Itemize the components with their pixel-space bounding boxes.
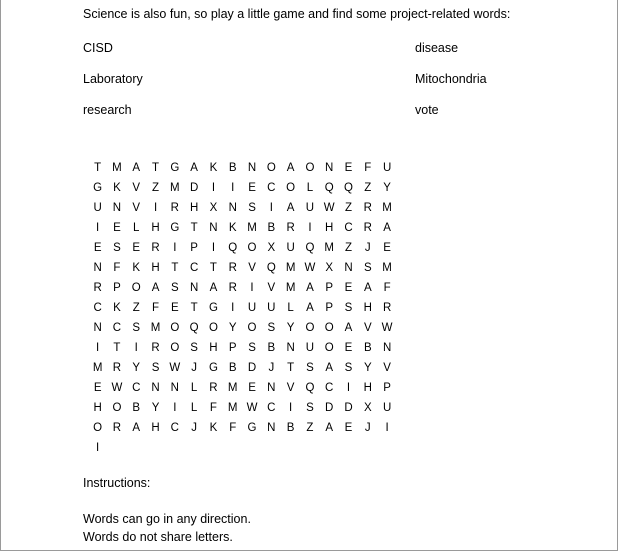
puzzle-cell: L	[190, 382, 198, 394]
puzzle-cell: D	[189, 182, 199, 194]
puzzle-cell: G	[170, 162, 180, 174]
puzzle-cell: R	[228, 262, 237, 274]
puzzle-cell: E	[93, 382, 102, 394]
puzzle-cell: O	[208, 322, 218, 334]
puzzle-cell: Z	[364, 182, 372, 194]
intro-paragraph: Science is also fun, so play a little game and find some project-related words:	[83, 7, 511, 21]
puzzle-cell: T	[152, 162, 160, 174]
puzzle-cell: S	[363, 262, 372, 274]
puzzle-cell: O	[247, 242, 257, 254]
puzzle-cell: I	[289, 402, 293, 414]
puzzle-cell: A	[190, 162, 198, 174]
puzzle-cell: N	[93, 262, 102, 274]
puzzle-cell: T	[287, 362, 295, 374]
puzzle-cell: A	[306, 302, 314, 314]
puzzle-cell: A	[286, 162, 295, 174]
word-vote: vote	[415, 103, 439, 117]
puzzle-cell: N	[247, 162, 257, 174]
puzzle-cell: I	[385, 422, 389, 434]
puzzle-cell: N	[151, 382, 160, 394]
puzzle-cell: E	[344, 282, 353, 294]
puzzle-cell: Y	[228, 322, 237, 334]
instructions-title: Instructions:	[83, 476, 151, 490]
puzzle-cell: O	[286, 182, 296, 194]
puzzle-cell: E	[248, 382, 256, 394]
puzzle-cell: F	[152, 302, 160, 314]
puzzle-cell: H	[151, 422, 160, 434]
puzzle-cell: C	[112, 322, 122, 334]
puzzle-cell: U	[247, 302, 257, 314]
puzzle-cell: N	[344, 262, 353, 274]
puzzle-cell: E	[383, 242, 391, 254]
puzzle-cell: V	[248, 262, 256, 274]
puzzle-cell: S	[248, 202, 256, 214]
puzzle-cell: P	[190, 242, 198, 254]
puzzle-cell: S	[171, 282, 179, 294]
puzzle-cell: L	[306, 182, 314, 194]
puzzle-cell: X	[267, 242, 276, 254]
instructions-line-1: Words can go in any direction.	[83, 512, 251, 526]
puzzle-cell: N	[228, 202, 237, 214]
puzzle-cell: K	[228, 222, 237, 234]
puzzle-cell: I	[231, 182, 235, 194]
puzzle-cell: H	[151, 222, 160, 234]
instructions-line-2: Words do not share letters.	[83, 530, 233, 545]
puzzle-cell: E	[344, 342, 353, 354]
word-list-row	[83, 41, 553, 56]
puzzle-cell: C	[132, 382, 141, 394]
puzzle-cell: R	[151, 242, 160, 254]
puzzle-cell: M	[382, 262, 392, 274]
puzzle-cell: G	[93, 182, 103, 194]
puzzle-cell: I	[269, 202, 273, 214]
puzzle-cell: K	[209, 162, 218, 174]
puzzle-cell: R	[151, 342, 160, 354]
puzzle-cell: P	[383, 382, 391, 394]
puzzle-cell: S	[151, 362, 160, 374]
puzzle-cell: C	[267, 402, 276, 414]
puzzle-cell: U	[305, 342, 315, 354]
puzzle-cell: W	[169, 362, 181, 374]
puzzle-cell: J	[364, 242, 371, 254]
puzzle-cell: P	[113, 282, 121, 294]
puzzle-cell: O	[170, 322, 180, 334]
puzzle-cell: E	[93, 242, 102, 254]
puzzle-cell: N	[93, 322, 102, 334]
puzzle-cell: E	[171, 302, 179, 314]
puzzle-cell: F	[364, 162, 372, 174]
puzzle-letter-grid	[88, 158, 393, 458]
puzzle-cell: W	[381, 322, 393, 334]
puzzle-cell: U	[305, 202, 315, 214]
puzzle-cell: R	[209, 382, 218, 394]
puzzle-cell: M	[227, 402, 238, 414]
puzzle-cell: U	[267, 302, 276, 314]
puzzle-cell: C	[189, 262, 199, 274]
puzzle-cell: I	[211, 242, 216, 254]
puzzle-cell: D	[325, 402, 334, 414]
puzzle-cell: I	[211, 182, 216, 194]
puzzle-cell: F	[113, 262, 121, 274]
puzzle-cell: P	[228, 342, 237, 354]
word-list-row	[83, 103, 553, 118]
puzzle-cell: V	[132, 182, 141, 194]
puzzle-cell: F	[383, 282, 391, 294]
word-cisd: CISD	[83, 41, 113, 55]
puzzle-cell: S	[113, 242, 121, 254]
puzzle-cell: C	[170, 422, 179, 434]
puzzle-cell: W	[111, 382, 123, 394]
puzzle-cell: I	[134, 342, 138, 354]
document-content	[83, 0, 583, 134]
puzzle-cell: X	[209, 202, 218, 214]
puzzle-cell: M	[382, 202, 392, 214]
puzzle-cell: Q	[305, 382, 315, 394]
puzzle-cell: O	[247, 322, 257, 334]
puzzle-cell: U	[93, 202, 102, 214]
word-list	[83, 41, 553, 118]
puzzle-cell: E	[344, 162, 353, 174]
puzzle-cell: E	[344, 422, 353, 434]
puzzle-cell: K	[209, 422, 218, 434]
puzzle-cell: S	[267, 322, 276, 334]
puzzle-cell: Q	[344, 182, 353, 194]
puzzle-cell: S	[306, 362, 314, 374]
puzzle-cell: V	[363, 322, 372, 334]
puzzle-cell: D	[344, 402, 353, 414]
puzzle-cell: M	[247, 222, 257, 234]
puzzle-cell: I	[231, 302, 235, 314]
instructions-lines	[83, 510, 563, 546]
puzzle-cell: F	[229, 422, 237, 434]
puzzle-cell: L	[190, 402, 198, 414]
word-research: research	[83, 103, 132, 117]
puzzle-cell: A	[363, 282, 372, 294]
puzzle-cell: T	[94, 162, 102, 174]
puzzle-cell: Y	[286, 322, 295, 334]
puzzle-cell: C	[267, 182, 276, 194]
puzzle-cell: B	[228, 162, 237, 174]
puzzle-cell: N	[209, 222, 218, 234]
puzzle-cell: P	[325, 282, 334, 294]
puzzle-cell: O	[112, 402, 122, 414]
puzzle-cell: M	[285, 262, 296, 274]
puzzle-cell: O	[305, 162, 315, 174]
puzzle-cell: O	[131, 282, 141, 294]
puzzle-cell: O	[93, 422, 103, 434]
puzzle-cell: N	[267, 382, 276, 394]
puzzle-cell: B	[267, 222, 276, 234]
puzzle-cell: J	[191, 362, 197, 374]
puzzle-cell: W	[323, 202, 335, 214]
puzzle-cell: C	[344, 222, 353, 234]
puzzle-cell: Q	[266, 262, 276, 274]
puzzle-cell: Q	[189, 322, 199, 334]
puzzle-cell: I	[153, 202, 158, 214]
puzzle-cell: Z	[306, 422, 314, 434]
puzzle-cell: A	[306, 282, 314, 294]
puzzle-cell: H	[363, 302, 372, 314]
puzzle-cell: T	[190, 222, 198, 234]
puzzle-cell: B	[267, 342, 276, 354]
puzzle-cell: O	[170, 342, 180, 354]
puzzle-cell: G	[208, 302, 218, 314]
puzzle-cell: D	[247, 362, 257, 374]
puzzle-cell: Y	[132, 362, 141, 374]
puzzle-cell: M	[324, 242, 334, 254]
puzzle-cell: N	[112, 202, 122, 214]
puzzle-cell: O	[305, 322, 315, 334]
puzzle-cell: C	[93, 302, 102, 314]
word-search-grid	[88, 158, 393, 458]
puzzle-cell: V	[383, 362, 391, 374]
word-disease: disease	[415, 41, 459, 55]
puzzle-cell: A	[151, 282, 160, 294]
puzzle-cell: S	[132, 322, 141, 334]
puzzle-cell: Z	[132, 302, 140, 314]
puzzle-cell: Q	[305, 242, 315, 254]
puzzle-cell: R	[363, 222, 372, 234]
puzzle-cell: K	[113, 182, 121, 194]
puzzle-cell: F	[209, 402, 217, 414]
puzzle-cell: R	[382, 302, 392, 314]
puzzle-cell: M	[285, 282, 296, 294]
puzzle-cell: R	[112, 362, 122, 374]
puzzle-cell: Z	[152, 182, 160, 194]
puzzle-cell: L	[287, 302, 294, 314]
puzzle-cell: R	[170, 202, 179, 214]
puzzle-cell: T	[190, 302, 198, 314]
puzzle-cell: O	[324, 322, 334, 334]
puzzle-cell: R	[228, 282, 237, 294]
puzzle-cell: A	[209, 282, 218, 294]
puzzle-cell: Q	[228, 242, 238, 254]
puzzle-cell: S	[306, 402, 314, 414]
puzzle-cell: I	[96, 222, 100, 234]
puzzle-cell: T	[209, 262, 217, 274]
puzzle-cell: T	[113, 342, 121, 354]
puzzle-cell: A	[286, 202, 295, 214]
puzzle-cell: X	[325, 262, 334, 274]
puzzle-cell: L	[133, 222, 140, 234]
puzzle-cell: S	[190, 342, 198, 354]
puzzle-cell: R	[112, 422, 122, 434]
puzzle-cell: I	[250, 282, 254, 294]
puzzle-cell: R	[93, 282, 102, 294]
puzzle-cell: I	[173, 402, 177, 414]
puzzle-cell: H	[209, 342, 218, 354]
puzzle-cell: H	[325, 222, 334, 234]
puzzle-cell: U	[382, 162, 392, 174]
puzzle-cell: M	[112, 162, 122, 174]
puzzle-cell: S	[344, 362, 353, 374]
puzzle-cell: R	[286, 222, 295, 234]
puzzle-cell: Z	[344, 202, 353, 214]
puzzle-cell: H	[363, 382, 372, 394]
puzzle-cell: Z	[344, 242, 353, 254]
puzzle-cell: A	[344, 322, 353, 334]
puzzle-cell: A	[132, 162, 141, 174]
puzzle-cell: A	[325, 362, 334, 374]
puzzle-cell: H	[189, 202, 199, 214]
puzzle-cell: W	[304, 262, 316, 274]
puzzle-cell: G	[170, 222, 180, 234]
instructions-section	[83, 476, 563, 546]
puzzle-cell: N	[267, 422, 276, 434]
puzzle-cell: M	[170, 182, 180, 194]
puzzle-cell: H	[93, 402, 102, 414]
puzzle-cell: A	[132, 422, 141, 434]
puzzle-cell: J	[191, 422, 197, 434]
puzzle-cell: B	[286, 422, 295, 434]
puzzle-cell: A	[325, 422, 334, 434]
puzzle-cell: V	[267, 282, 276, 294]
puzzle-cell: M	[92, 362, 103, 374]
puzzle-cell: Y	[151, 402, 160, 414]
puzzle-cell: U	[286, 242, 295, 254]
puzzle-cell: K	[132, 262, 141, 274]
puzzle-cell: G	[208, 362, 218, 374]
puzzle-cell: C	[325, 382, 334, 394]
puzzle-cell: B	[132, 402, 141, 414]
puzzle-cell: M	[150, 322, 161, 334]
puzzle-cell: N	[170, 382, 179, 394]
puzzle-cell: N	[382, 342, 392, 354]
puzzle-cell: A	[383, 222, 391, 234]
puzzle-cell: I	[308, 222, 312, 234]
puzzle-cell: W	[246, 402, 258, 414]
puzzle-cell: J	[364, 422, 371, 434]
puzzle-cell: Y	[363, 362, 372, 374]
puzzle-cell: X	[363, 402, 372, 414]
puzzle-cell: U	[382, 402, 392, 414]
puzzle-cell: N	[286, 342, 295, 354]
puzzle-cell: H	[151, 262, 160, 274]
puzzle-cell: I	[173, 242, 177, 254]
puzzle-cell: E	[132, 242, 141, 254]
puzzle-cell: Y	[383, 182, 391, 194]
puzzle-cell: I	[346, 382, 351, 394]
puzzle-cell: G	[247, 422, 257, 434]
puzzle-cell: P	[325, 302, 334, 314]
puzzle-cell: I	[96, 342, 100, 354]
puzzle-cell: N	[325, 162, 334, 174]
word-mitochondria: Mitochondria	[415, 72, 487, 86]
puzzle-cell: V	[286, 382, 295, 394]
puzzle-cell: S	[344, 302, 353, 314]
puzzle-cell: S	[248, 342, 256, 354]
puzzle-cell: B	[228, 362, 237, 374]
puzzle-cell: E	[113, 222, 121, 234]
puzzle-cell: Q	[324, 182, 334, 194]
puzzle-cell: M	[227, 382, 238, 394]
puzzle-cell: B	[363, 342, 372, 354]
puzzle-cell: I	[96, 442, 100, 454]
puzzle-cell: T	[171, 262, 179, 274]
puzzle-cell: O	[324, 342, 334, 354]
word-list-row	[83, 72, 553, 87]
puzzle-cell: V	[132, 202, 141, 214]
puzzle-cell: R	[363, 202, 372, 214]
puzzle-cell: E	[248, 182, 256, 194]
puzzle-cell: J	[268, 362, 275, 374]
word-laboratory: Laboratory	[83, 72, 143, 86]
puzzle-cell: O	[266, 162, 276, 174]
puzzle-cell: N	[189, 282, 199, 294]
puzzle-cell: K	[113, 302, 121, 314]
page-border-left	[0, 0, 1, 551]
